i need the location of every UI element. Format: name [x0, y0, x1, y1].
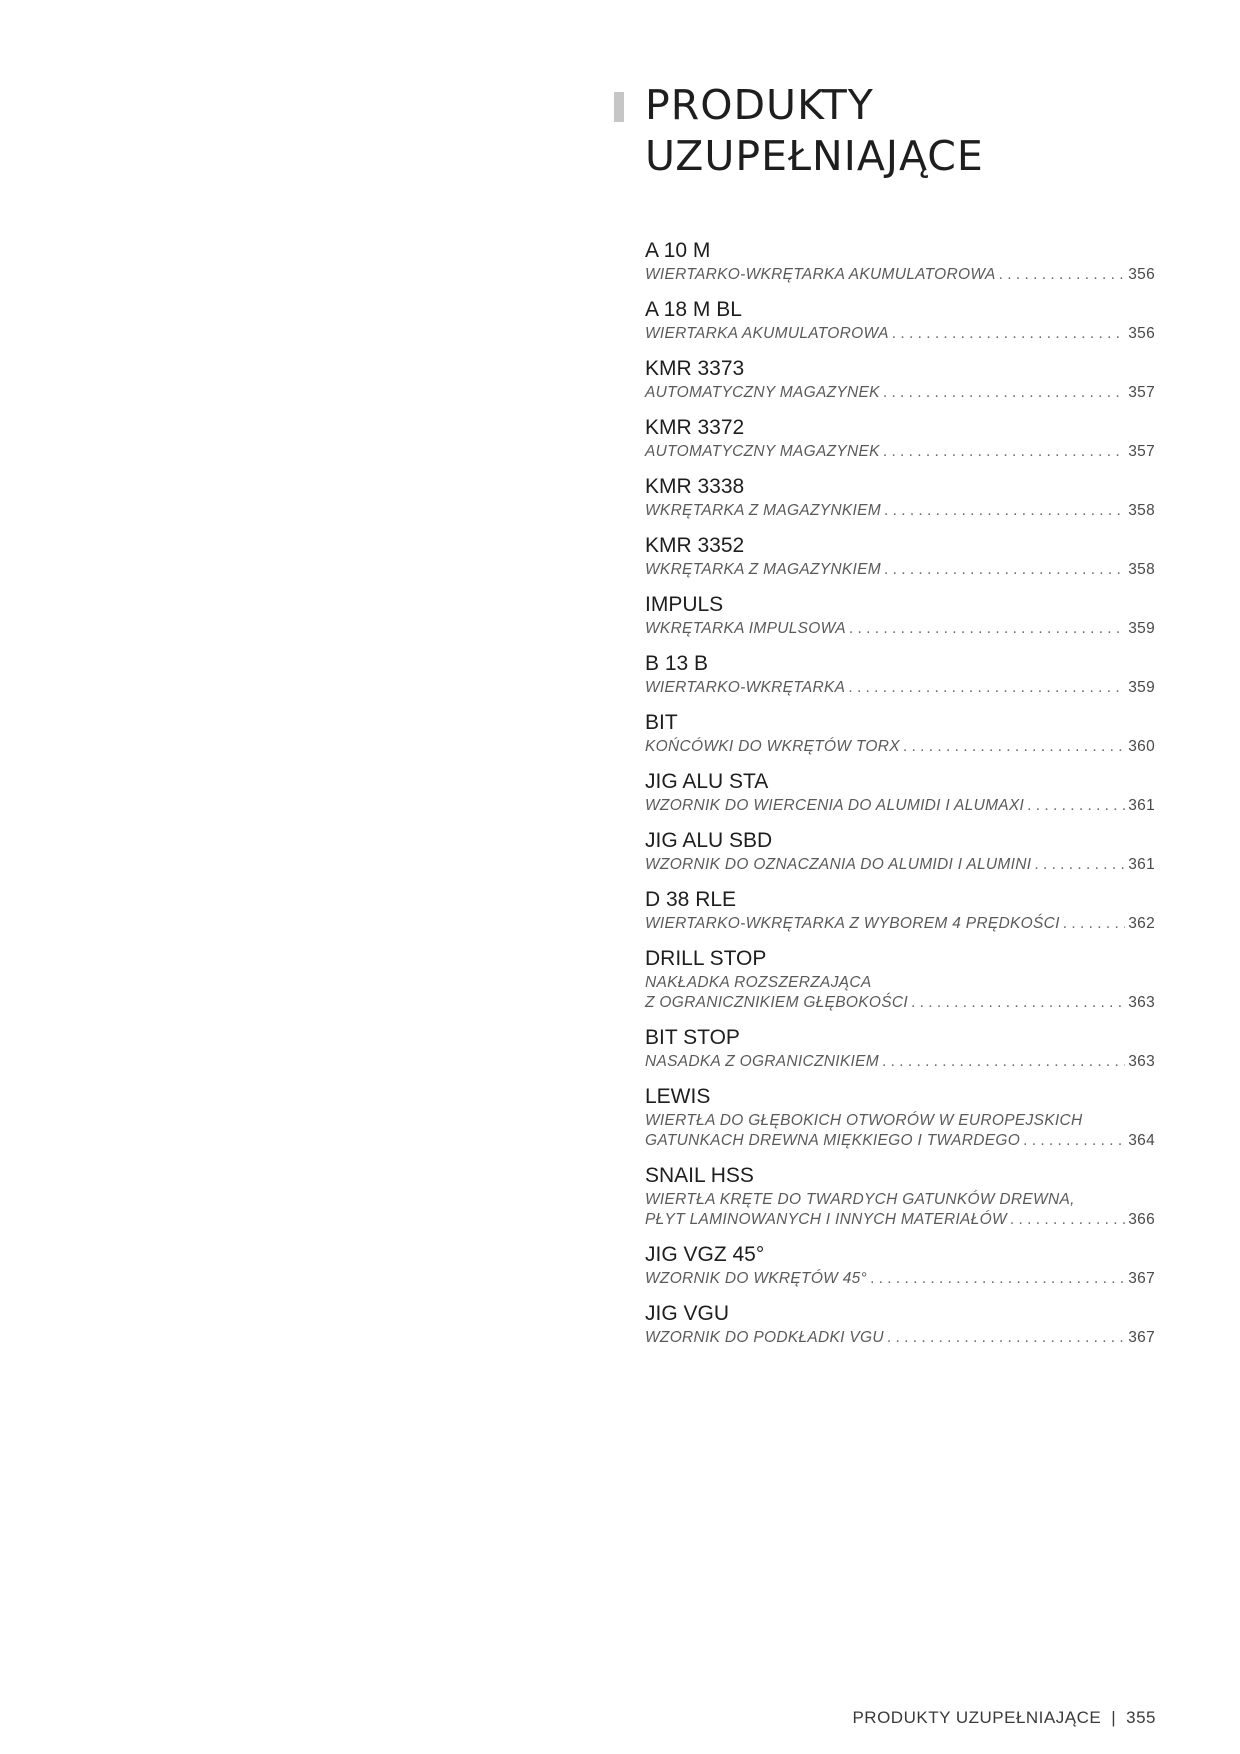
toc-entry-description: WIERTŁA DO GŁĘBOKICH OTWORÓW W EUROPEJSKICH — [645, 1112, 1083, 1129]
toc-entry-page-number[interactable]: 366 — [1128, 1211, 1155, 1228]
page-title — [645, 80, 984, 182]
toc-entry-description: WKRĘTARKA IMPULSOWA — [645, 620, 846, 637]
dot-leader — [999, 265, 1126, 285]
toc-entry-name: JIG VGU — [645, 1302, 730, 1325]
toc-entry-name: JIG ALU SBD — [645, 829, 773, 852]
toc-entry-line — [645, 1328, 1155, 1348]
toc-entry-page-number[interactable]: 362 — [1128, 915, 1155, 932]
toc-entry[interactable] — [645, 473, 1155, 521]
toc-entry-page-number[interactable]: 361 — [1128, 797, 1155, 814]
toc-entry-description: WIERTARKO-WKRĘTARKA — [645, 679, 846, 696]
toc-entry-line — [645, 560, 1155, 580]
toc-entry-name: A 18 M BL — [645, 298, 742, 321]
dot-leader — [1023, 1131, 1125, 1151]
toc-entry[interactable] — [645, 1241, 1155, 1289]
dot-leader — [884, 560, 1125, 580]
toc-entry-description: AUTOMATYCZNY MAGAZYNEK — [645, 384, 880, 401]
toc-entry[interactable] — [645, 355, 1155, 403]
toc-entry[interactable] — [645, 709, 1155, 757]
toc-entry-page-number[interactable]: 358 — [1128, 561, 1155, 578]
toc-entry-page-number[interactable]: 357 — [1128, 384, 1155, 401]
dot-leader — [883, 442, 1125, 462]
dot-leader — [1010, 1210, 1125, 1230]
toc-entry-line — [645, 383, 1155, 403]
toc-entry-line — [645, 914, 1155, 934]
footer-page-number: 355 — [1126, 1708, 1156, 1727]
toc-entry-page-number[interactable]: 364 — [1128, 1132, 1155, 1149]
toc-entry-page-number[interactable]: 359 — [1128, 679, 1155, 696]
toc-entry-description: KOŃCÓWKI DO WKRĘTÓW TORX — [645, 738, 900, 755]
toc-entry-description: WIERTŁA KRĘTE DO TWARDYCH GATUNKÓW DREWNA, — [645, 1191, 1075, 1208]
toc-entry-line — [645, 265, 1155, 285]
toc-entry-description: WZORNIK DO OZNACZANIA DO ALUMIDI I ALUMINI — [645, 856, 1032, 873]
toc-entry[interactable] — [645, 1300, 1155, 1348]
toc-entry-page-number[interactable]: 356 — [1128, 325, 1155, 342]
toc-entry-line — [645, 1269, 1155, 1289]
toc-entry-page-number[interactable]: 357 — [1128, 443, 1155, 460]
toc-entry[interactable] — [645, 591, 1155, 639]
toc-entry-description: WZORNIK DO PODKŁADKI VGU — [645, 1329, 884, 1346]
toc-entry-line — [645, 993, 1155, 1013]
toc-entry[interactable] — [645, 1083, 1155, 1151]
toc-entry-line — [645, 1052, 1155, 1072]
toc-entry-line — [645, 501, 1155, 521]
toc-entry-line — [645, 855, 1155, 875]
toc-entry-line — [645, 737, 1155, 757]
toc-entry-description: WKRĘTARKA Z MAGAZYNKIEM — [645, 502, 881, 519]
dot-leader — [1063, 914, 1125, 934]
dot-leader — [1027, 796, 1125, 816]
toc-entry[interactable] — [645, 237, 1155, 285]
toc-entry-name: KMR 3352 — [645, 534, 745, 557]
toc-entry-page-number[interactable]: 363 — [1128, 994, 1155, 1011]
toc-entry-description: NASADKA Z OGRANICZNIKIEM — [645, 1053, 879, 1070]
toc-entry-name: D 38 RLE — [645, 888, 737, 911]
toc-entry-name: BIT — [645, 711, 678, 734]
dot-leader — [882, 1052, 1125, 1072]
toc-entry-name: KMR 3373 — [645, 357, 745, 380]
toc-entry[interactable] — [645, 650, 1155, 698]
toc-entry[interactable] — [645, 414, 1155, 462]
toc-entry-line — [645, 1131, 1155, 1151]
toc-entry[interactable] — [645, 945, 1155, 1013]
dot-leader — [1034, 855, 1125, 875]
toc-entry[interactable] — [645, 827, 1155, 875]
toc-entry-page-number[interactable]: 359 — [1128, 620, 1155, 637]
toc-entry-description: WIERTARKO-WKRĘTARKA AKUMULATOROWA — [645, 266, 996, 283]
footer-separator: | — [1111, 1708, 1117, 1727]
toc-entry-description: WZORNIK DO WIERCENIA DO ALUMIDI I ALUMAXI — [645, 797, 1025, 814]
toc-entry-line — [645, 796, 1155, 816]
toc-entry-name: SNAIL HSS — [645, 1164, 754, 1187]
toc-entry-page-number[interactable]: 367 — [1128, 1270, 1155, 1287]
dot-leader — [848, 678, 1125, 698]
toc-entry-description: NAKŁADKA ROZSZERZAJĄCA — [645, 974, 872, 991]
toc-entry-description: AUTOMATYCZNY MAGAZYNEK — [645, 443, 880, 460]
title-accent-bar — [614, 92, 624, 122]
toc-entry-page-number[interactable]: 356 — [1128, 266, 1155, 283]
toc-entry-name: B 13 B — [645, 652, 709, 675]
toc-entry[interactable] — [645, 768, 1155, 816]
toc-entry-line — [645, 324, 1155, 344]
toc-entry-name: JIG ALU STA — [645, 770, 769, 793]
toc-entry[interactable] — [645, 532, 1155, 580]
toc-entry-line — [645, 1210, 1155, 1230]
toc-entry-description: WKRĘTARKA Z MAGAZYNKIEM — [645, 561, 881, 578]
toc-entry-name: A 10 M — [645, 239, 711, 262]
toc-entry-page-number[interactable]: 358 — [1128, 502, 1155, 519]
toc-entry-page-number[interactable]: 360 — [1128, 738, 1155, 755]
dot-leader — [849, 619, 1125, 639]
toc-entry-name: JIG VGZ 45° — [645, 1243, 765, 1266]
toc-entry-name: KMR 3372 — [645, 416, 745, 439]
toc-entry-description: WZORNIK DO WKRĘTÓW 45° — [645, 1270, 868, 1287]
table-of-contents — [645, 237, 1155, 1359]
dot-leader — [892, 324, 1125, 344]
page-title-line-1: PRODUKTY — [645, 81, 874, 129]
toc-entry[interactable] — [645, 1162, 1155, 1230]
toc-entry-name: LEWIS — [645, 1085, 711, 1108]
toc-entry-name: IMPULS — [645, 593, 724, 616]
toc-entry-description: Z OGRANICZNIKIEM GŁĘBOKOŚCI — [645, 994, 909, 1011]
toc-entry-name: BIT STOP — [645, 1026, 740, 1049]
toc-entry-name: KMR 3338 — [645, 475, 745, 498]
toc-entry[interactable] — [645, 296, 1155, 344]
toc-entry-line — [645, 678, 1155, 698]
page-title-line-2: UZUPEŁNIAJĄCE — [645, 132, 984, 180]
toc-entry-description: WIERTARKO-WKRĘTARKA Z WYBOREM 4 PRĘDKOŚCI — [645, 915, 1060, 932]
toc-entry[interactable] — [645, 1024, 1155, 1072]
dot-leader — [911, 993, 1125, 1013]
toc-entry-description: GATUNKACH DREWNA MIĘKKIEGO I TWARDEGO — [645, 1132, 1021, 1149]
toc-entry-name: DRILL STOP — [645, 947, 767, 970]
toc-entry-line — [645, 442, 1155, 462]
toc-entry-description: WIERTARKA AKUMULATOROWA — [645, 325, 889, 342]
toc-entry-page-number[interactable]: 367 — [1128, 1329, 1155, 1346]
dot-leader — [883, 383, 1125, 403]
dot-leader — [870, 1269, 1125, 1289]
footer-section-title: PRODUKTY UZUPEŁNIAJĄCE — [852, 1708, 1102, 1727]
toc-entry-page-number[interactable]: 363 — [1128, 1053, 1155, 1070]
toc-entry-page-number[interactable]: 361 — [1128, 856, 1155, 873]
toc-entry-line — [645, 619, 1155, 639]
page-footer — [852, 1708, 1156, 1728]
dot-leader — [903, 737, 1125, 757]
dot-leader — [887, 1328, 1125, 1348]
dot-leader — [884, 501, 1125, 521]
toc-entry[interactable] — [645, 886, 1155, 934]
toc-entry-description: PŁYT LAMINOWANYCH I INNYCH MATERIAŁÓW — [645, 1211, 1007, 1228]
